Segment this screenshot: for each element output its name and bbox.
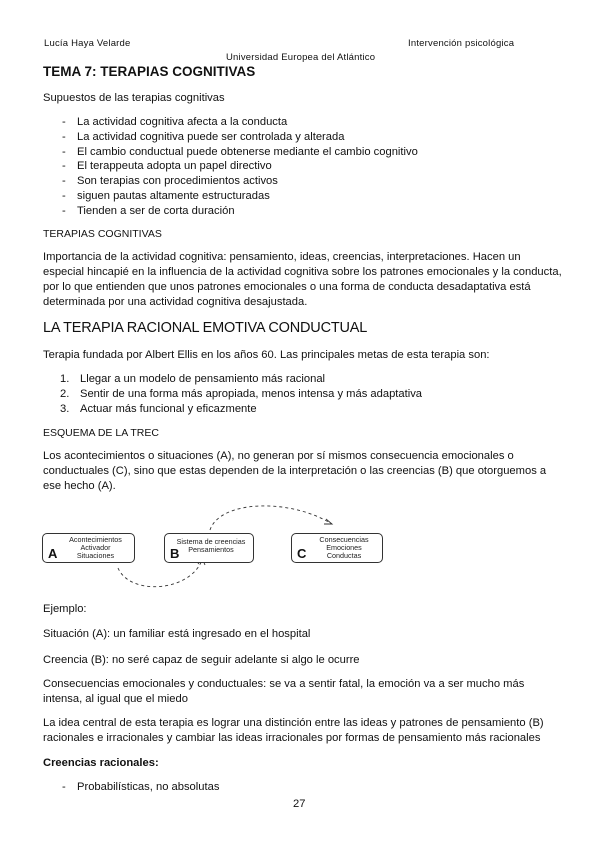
paragraph-line: La idea central de esta terapia es lograr una distinción entre las ideas y patrones de pensamiento (B) — [43, 717, 544, 729]
example-consequences — [43, 677, 573, 707]
rational-beliefs-heading: Creencias racionales: — [43, 757, 159, 769]
header-course: Intervención psicológica — [408, 38, 515, 49]
goal-number: 3. — [60, 402, 70, 415]
list-item: - La actividad cognitiva afecta a la conducta — [40, 115, 560, 130]
central-idea-paragraph — [43, 716, 573, 746]
box-label — [57, 536, 134, 561]
paragraph-line: por lo que entienden que unos patrones emocionales o una forma de conducta desadaptativa está — [43, 281, 531, 293]
goal-number: 1. — [60, 373, 70, 385]
goal-text: Llegar a un modelo de pensamiento más racional — [80, 373, 326, 385]
cognitive-therapies-paragraph — [43, 250, 573, 310]
diagram-box-c — [291, 533, 383, 563]
list-item — [43, 387, 563, 402]
example-label: Ejemplo: — [43, 603, 87, 615]
list-item: - Son terapias con procedimientos activos — [40, 174, 560, 189]
paragraph-line: ese hecho (A). — [43, 480, 116, 492]
paragraph-line: intensa, al igual que el miedo — [43, 693, 188, 705]
section-heading-cognitive-therapies: TERAPIAS COGNITIVAS — [43, 228, 162, 240]
list-item: - El terappeuta adopta un papel directivo — [40, 159, 560, 174]
list-item — [43, 402, 563, 417]
paragraph-line: Los acontecimientos o situaciones (A), no generan por sí mismos consecuencia emocionales o — [43, 450, 514, 462]
assumptions-heading: Supuestos de las terapias cognitivas — [43, 92, 225, 104]
arrow-b-to-c — [210, 506, 332, 530]
example-belief: Creencia (B): no seré capaz de seguir adelante si algo le ocurre — [43, 654, 360, 666]
paragraph-line: determinada por una actividad cognitiva desajustada. — [43, 296, 308, 308]
list-item — [43, 372, 563, 387]
list-item: - siguen pautas altamente estructuradas — [40, 189, 560, 204]
box-label-line: Sistema de creencias — [176, 537, 246, 546]
box-letter: B — [170, 546, 180, 561]
box-letter: C — [297, 546, 307, 561]
paragraph-line: Consecuencias emocionales y conductuales: se va a sentir fatal, la emoción va a ser mucho más — [43, 678, 525, 690]
box-label — [306, 536, 382, 561]
page-title: TEMA 7: TERAPIAS COGNITIVAS — [43, 64, 256, 79]
section-heading-scheme: ESQUEMA DE LA TREC — [43, 427, 159, 439]
rational-beliefs-list — [40, 780, 560, 795]
box-label-line: Conductas — [326, 551, 362, 561]
header-university: Universidad Europea del Atlántico — [226, 52, 376, 63]
box-label — [171, 538, 251, 554]
paragraph-line: conductuales (C), sino que estas dependen de la interpretación o las creencias (B) que otorguemos a — [43, 465, 547, 477]
box-label-line: Activador — [80, 543, 111, 553]
box-label-line: Pensamientos — [188, 545, 234, 555]
list-item: - El cambio conductual puede obtenerse mediante el cambio cognitivo — [40, 145, 560, 160]
paragraph-line: especial hincapié en la influencia de la actividad cognitiva sobre los patrones emocionales y la conducta, — [43, 266, 562, 278]
box-label-line: Emociones — [326, 543, 362, 553]
box-label-line: Situaciones — [76, 551, 115, 561]
paragraph-line: Importancia de la actividad cognitiva: pensamiento, ideas, creencias, interpretaciones. Hacen un — [43, 251, 521, 263]
example-situation: Situación (A): un familiar está ingresado en el hospital — [43, 628, 311, 640]
box-letter: A — [48, 546, 58, 561]
diagram-box-a — [42, 533, 135, 563]
list-item: - Probabilísticas, no absolutas — [40, 780, 560, 795]
paragraph-line: racionales e irracionales y cambiar las ideas irracionales por formas de pensamiento más racionales — [43, 732, 541, 744]
arrow-head-b-to-c — [324, 519, 332, 524]
goal-number: 2. — [60, 387, 70, 400]
scheme-paragraph — [43, 449, 573, 494]
assumptions-list — [40, 115, 560, 219]
page-number: 27 — [293, 798, 306, 810]
trec-intro: Terapia fundada por Albert Ellis en los años 60. Las principales metas de esta terapia son: — [43, 349, 490, 361]
trec-goals-list — [43, 372, 563, 416]
list-item: - Tienden a ser de corta duración — [40, 204, 560, 219]
goal-text: Sentir de una forma más apropiada, menos intensa y más adaptativa — [80, 387, 423, 400]
arrow-a-to-b — [118, 560, 202, 587]
box-label-line: Acontecimientos — [69, 535, 122, 544]
goal-text: Actuar más funcional y eficazmente — [80, 402, 257, 415]
header-author: Lucía Haya Velarde — [44, 38, 131, 49]
box-label-line: Consecuencias — [319, 535, 369, 544]
section-heading-trec: LA TERAPIA RACIONAL EMOTIVA CONDUCTUAL — [43, 320, 368, 336]
diagram-box-b — [164, 533, 254, 563]
list-item: - La actividad cognitiva puede ser controlada y alterada — [40, 130, 560, 145]
